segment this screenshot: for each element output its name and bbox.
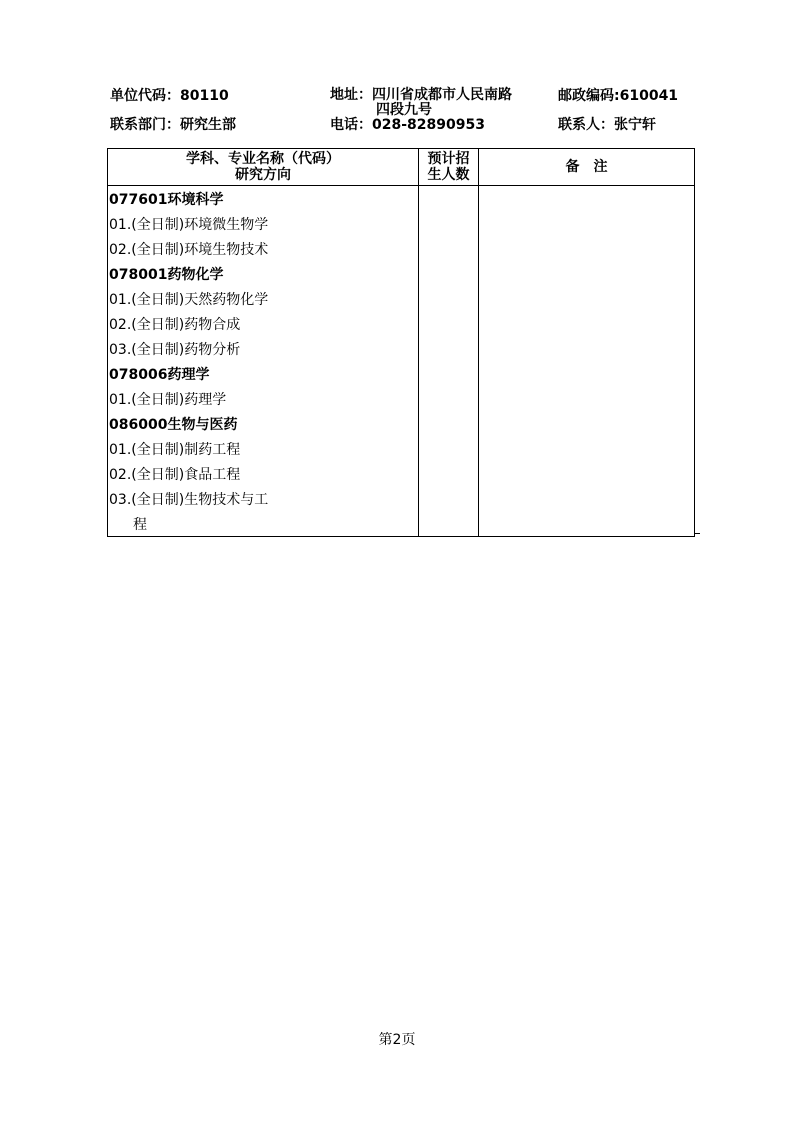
enrollment-cell [419, 186, 479, 212]
remarks-cell [479, 461, 695, 486]
address-label: 地址： [330, 87, 372, 103]
unit-code: 单位代码：80110 [110, 88, 229, 104]
remarks-cell [479, 486, 695, 511]
remarks-cell [479, 311, 695, 336]
remarks-cell [479, 386, 695, 411]
remarks-cell [479, 511, 695, 537]
table-row [108, 511, 695, 537]
remarks-cell [479, 336, 695, 361]
page-number: 第2页 [378, 1032, 416, 1048]
enrollment-table [107, 148, 695, 537]
enrollment-cell [419, 461, 479, 486]
research-direction: 01.(全日制)天然药物化学 [108, 286, 419, 311]
major-name: 078006药理学 [108, 361, 419, 386]
major-name: 086000生物与医药 [108, 411, 419, 436]
table-row [108, 436, 695, 461]
table-row [108, 211, 695, 236]
enrollment-cell [419, 361, 479, 386]
table-border-extension [694, 533, 700, 534]
remarks-cell [479, 186, 695, 212]
enrollment-cell [419, 211, 479, 236]
postal-code: 邮政编码:610041 [558, 88, 679, 104]
remarks-cell [479, 261, 695, 286]
header-planned-enrollment: 预计招 生人数 [419, 149, 479, 186]
enrollment-cell [419, 486, 479, 511]
major-name: 078001药物化学 [108, 261, 419, 286]
enrollment-cell [419, 261, 479, 286]
table-row [108, 336, 695, 361]
remarks-cell [479, 411, 695, 436]
table-row [108, 411, 695, 436]
enrollment-cell [419, 386, 479, 411]
research-direction: 01.(全日制)药理学 [108, 386, 419, 411]
table-row [108, 236, 695, 261]
enrollment-cell [419, 411, 479, 436]
research-direction: 02.(全日制)环境生物技术 [108, 236, 419, 261]
remarks-cell [479, 361, 695, 386]
header-remarks: 备 注 [479, 149, 695, 186]
research-direction: 03.(全日制)生物技术与工 [108, 486, 419, 511]
research-direction: 02.(全日制)食品工程 [108, 461, 419, 486]
table-row [108, 486, 695, 511]
enrollment-cell [419, 511, 479, 537]
table-row [108, 361, 695, 386]
table-header-row [108, 149, 695, 186]
enrollment-cell [419, 311, 479, 336]
major-name: 077601环境科学 [108, 186, 419, 212]
phone-number: 电话：028-82890953 [330, 117, 485, 133]
table-row [108, 311, 695, 336]
research-direction: 01.(全日制)制药工程 [108, 436, 419, 461]
enrollment-cell [419, 336, 479, 361]
table-row [108, 386, 695, 411]
enrollment-cell [419, 436, 479, 461]
address-line1: 四川省成都市人民南路 [372, 87, 512, 103]
enrollment-cell [419, 236, 479, 261]
table-row [108, 286, 695, 311]
table-row [108, 261, 695, 286]
remarks-cell [479, 436, 695, 461]
contact-person: 联系人：张宁轩 [558, 117, 656, 133]
remarks-cell [479, 286, 695, 311]
research-direction: 02.(全日制)药物合成 [108, 311, 419, 336]
research-direction: 01.(全日制)环境微生物学 [108, 211, 419, 236]
research-direction-continuation: 程 [133, 516, 147, 533]
enrollment-cell [419, 286, 479, 311]
table-row [108, 461, 695, 486]
address-line2: 四段九号 [376, 102, 432, 118]
contact-department: 联系部门：研究生部 [110, 117, 236, 133]
research-direction: 03.(全日制)药物分析 [108, 336, 419, 361]
address [330, 88, 512, 118]
header-discipline: 学科、专业名称（代码） 研究方向 [108, 149, 419, 186]
table-row [108, 186, 695, 212]
remarks-cell [479, 236, 695, 261]
remarks-cell [479, 211, 695, 236]
